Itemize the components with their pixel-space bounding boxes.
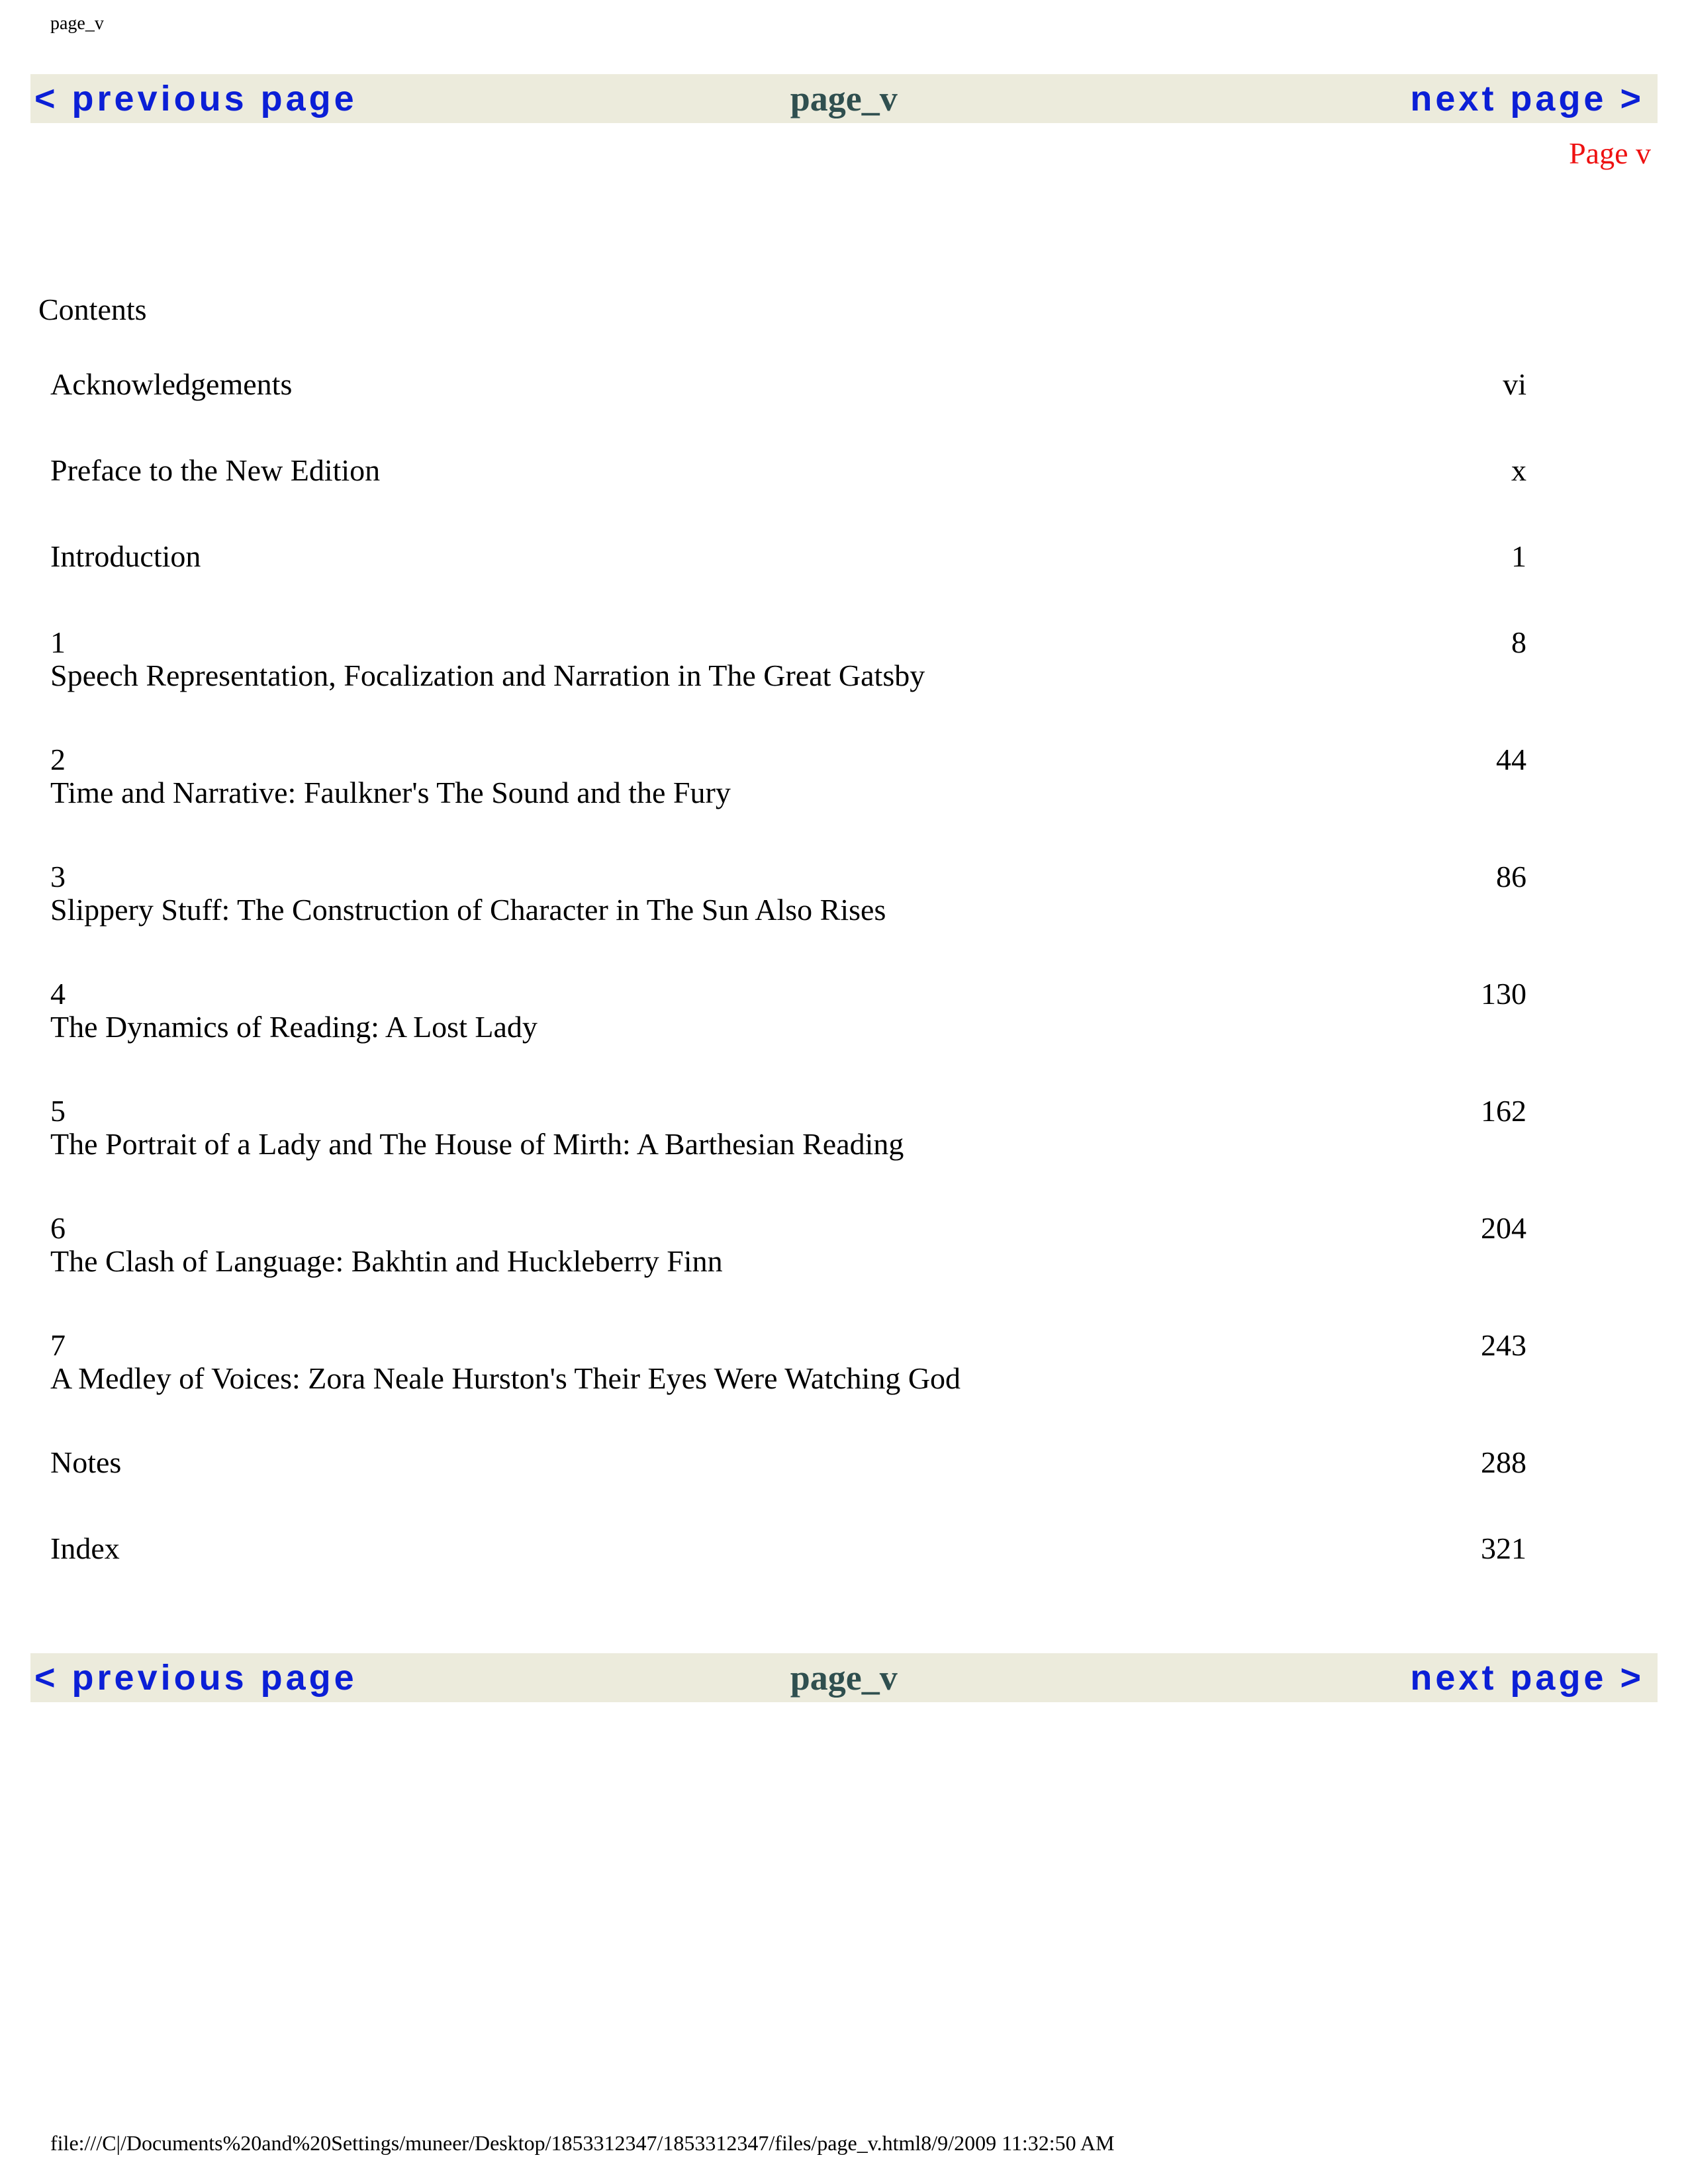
toc-chapter-number: 4 [50, 977, 66, 1011]
toc-page-number: 204 [1481, 1211, 1526, 1245]
page-title-cell [573, 1653, 1115, 1702]
toc-entry [50, 626, 1526, 692]
toc-chapter-number: 1 [50, 625, 66, 659]
toc-page-number: 288 [1481, 1445, 1526, 1479]
toc-entry [50, 743, 1526, 809]
previous-page-link[interactable]: < previous page [34, 79, 357, 118]
toc-entry [50, 1446, 1526, 1479]
top-navigation-bar [30, 74, 1658, 123]
toc-chapter-number: 5 [50, 1094, 66, 1128]
toc-page-number: 8 [1511, 625, 1526, 659]
toc-entry [50, 1532, 1526, 1565]
previous-page-cell [30, 1653, 573, 1702]
toc-chapter-number: 3 [50, 860, 66, 893]
toc-title: Speech Representation, Focalization and Narration in The Great Gatsby [50, 659, 925, 692]
toc-chapter-number: 6 [50, 1211, 66, 1245]
toc-chapter-number: 2 [50, 743, 66, 776]
toc-page-number: 162 [1481, 1094, 1526, 1128]
page-title-cell [573, 74, 1115, 123]
toc-page-number: 243 [1481, 1328, 1526, 1362]
page-title: page_v [790, 1658, 898, 1698]
toc-entry [50, 368, 1526, 401]
toc-entry [50, 540, 1526, 573]
toc-entry [50, 860, 1526, 927]
toc-entry [50, 454, 1526, 487]
toc-page-number: vi [1503, 367, 1526, 401]
toc-chapter-number: 7 [50, 1328, 66, 1362]
toc-page-number: 130 [1481, 977, 1526, 1011]
toc-page-number: 86 [1496, 860, 1526, 893]
page-number-marker: Page v [1569, 136, 1651, 170]
print-footer-path: file:///C|/Documents%20and%20Settings/muneer/Desktop/1853312347/1853312347/files/page_v.html8/9/2009 11:32:50 AM [50, 2131, 1115, 2155]
toc-entry [50, 1329, 1526, 1395]
toc-entry [50, 1095, 1526, 1161]
toc-title: Slippery Stuff: The Construction of Character in The Sun Also Rises [50, 893, 886, 927]
toc-title: Time and Narrative: Faulkner's The Sound and the Fury [50, 776, 731, 809]
toc-title: The Dynamics of Reading: A Lost Lady [50, 1010, 538, 1044]
next-page-cell [1115, 74, 1658, 123]
toc-title: The Clash of Language: Bakhtin and Huckleberry Finn [50, 1244, 723, 1278]
next-page-link[interactable]: next page > [1410, 1658, 1644, 1698]
page-title: page_v [790, 79, 898, 118]
next-page-cell [1115, 1653, 1658, 1702]
toc-title: A Medley of Voices: Zora Neale Hurston's Their Eyes Were Watching God [50, 1361, 961, 1395]
toc-page-number: x [1511, 453, 1526, 487]
next-page-link[interactable]: next page > [1410, 79, 1644, 118]
toc-page-number: 1 [1511, 539, 1526, 573]
toc-title: Introduction [50, 539, 201, 573]
toc-title: The Portrait of a Lady and The House of Mirth: A Barthesian Reading [50, 1127, 904, 1161]
toc-title: Acknowledgements [50, 367, 293, 401]
toc-entry [50, 1212, 1526, 1278]
toc-page-number: 44 [1496, 743, 1526, 776]
previous-page-link[interactable]: < previous page [34, 1658, 357, 1698]
print-header: page_v [50, 13, 104, 34]
toc-title: Notes [50, 1445, 122, 1479]
toc-title: Index [50, 1531, 120, 1565]
toc-entry [50, 978, 1526, 1044]
toc-page-number: 321 [1481, 1531, 1526, 1565]
bottom-navigation-bar [30, 1653, 1658, 1702]
contents-heading: Contents [38, 293, 147, 326]
previous-page-cell [30, 74, 573, 123]
toc-title: Preface to the New Edition [50, 453, 381, 487]
